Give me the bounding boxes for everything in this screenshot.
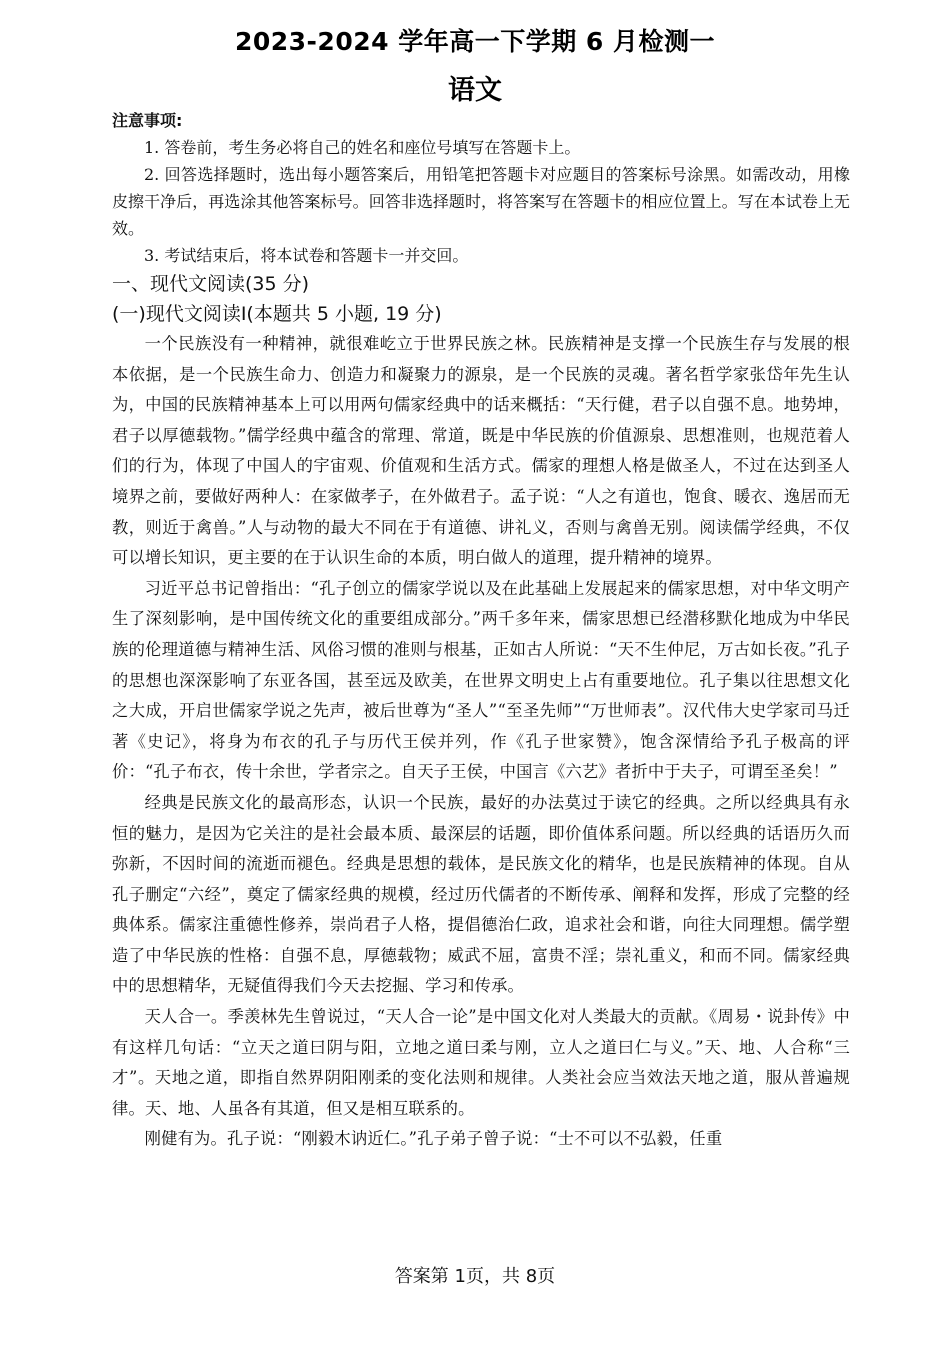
- notice-item: 1. 答卷前，考生务必将自己的姓名和座位号填写在答题卡上。: [144, 138, 581, 157]
- subsection-heading: (一)现代文阅读Ⅰ(本题共 5 小题, 19 分): [112, 303, 442, 325]
- page-content: [112, 108, 850, 1155]
- page-footer: 答案第 1页，共 8页: [394, 1266, 556, 1287]
- exam-title: 2023-2024 学年高一下学期 6 月检测一: [234, 27, 716, 56]
- notice-item: 2. 回答选择题时，选出每小题答案后，用铅笔把答题卡对应题目的答案标号涂黑。如需改动，用橡皮擦干净后，再选涂其他答案标号。回答非选择题时，将答案写在答题卡的相应位置上。写在本试卷上无效。: [112, 165, 850, 238]
- subject-title: 语文: [448, 75, 502, 106]
- passage-paragraph: 经典是民族文化的最高形态，认识一个民族，最好的办法莫过于读它的经典。之所以经典具有永恒的魅力，是因为它关注的是社会最本质、最深层的话题，即价值体系问题。所以经典的话语历久而弥新，不因时间的流逝而褪色。经典是思想的载体，是民族文化的精华，也是民族精神的体现。自从孔子删定“六经”，奠定了儒家经典的规模，经过历代儒者的不断传承、阐释和发挥，形成了完整的经典体系。儒家注重德性修养，崇尚君子人格，提倡德治仁政，追求社会和谐，向往大同理想。儒学塑造了中华民族的性格：自强不息，厚德载物；威武不屈，富贵不淫；崇礼重义，和而不同。儒家经典中的思想精华，无疑值得我们今天去挖掘、学习和传承。: [112, 792, 850, 996]
- passage-paragraph: 天人合一。季羡林先生曾说过，“天人合一论”是中国文化对人类最大的贡献。《周易・说卦传》中有这样几句话：“立天之道曰阴与阳，立地之道曰柔与刚，立人之道曰仁与义。”天、地、人合称“三才”。天地之道，即指自然界阴阳刚柔的变化法则和规律。人类社会应当效法天地之道，服从普遍规律。天、地、人虽各有其道，但又是相互联系的。: [112, 1007, 850, 1118]
- passage-paragraph: 习近平总书记曾指出：“孔子创立的儒家学说以及在此基础上发展起来的儒家思想，对中华文明产生了深刻影响，是中国传统文化的重要组成部分。”两千多年来，儒家思想已经潜移默化地成为中华民族的伦理道德与精神生活、风俗习惯的准则与根基，正如古人所说：“天不生仲尼，万古如长夜。”孔子的思想也深深影响了东亚各国，甚至远及欧美，在世界文明史上占有重要地位。孔子集以往思想文化之大成，开启世儒家学说之先声，被后世尊为“圣人”“至圣先师”“万世师表”。汉代伟大史学家司马迁著《史记》，将身为布衣的孔子与历代王侯并列，作《孔子世家赞》，饱含深情给予孔子极高的评价：“孔子布衣，传十余世，学者宗之。自天子王侯，中国言《六艺》者折中于夫子，可谓至圣矣！”: [112, 578, 850, 782]
- notice-item: 3. 考试结束后，将本试卷和答题卡一并交回。: [144, 246, 469, 265]
- passage-paragraph: 一个民族没有一种精神，就很难屹立于世界民族之林。民族精神是支撑一个民族生存与发展的根本依据，是一个民族生命力、创造力和凝聚力的源泉，是一个民族的灵魂。著名哲学家张岱年先生认为，中国的民族精神基本上可以用两句儒家经典中的话来概括：“天行健，君子以自强不息。地势坤，君子以厚德载物。”儒学经典中蕴含的常理、常道，既是中华民族的价值源泉、思想准则，也规范着人们的行为，体现了中国人的宇宙观、价值观和生活方式。儒家的理想人格是做圣人，不过在达到圣人境界之前，要做好两种人：在家做孝子，在外做君子。孟子说：“人之有道也，饱食、暖衣、逸居而无教，则近于禽兽。”人与动物的最大不同在于有道德、讲礼义，否则与禽兽无别。阅读儒学经典，不仅可以增长知识，更主要的在于认识生命的本质，明白做人的道理，提升精神的境界。: [112, 334, 850, 568]
- section-heading: 一、现代文阅读(35 分): [112, 273, 310, 295]
- notice-heading: 注意事项:: [112, 111, 183, 130]
- passage-paragraph: 刚健有为。孔子说：“刚毅木讷近仁。”孔子弟子曾子说：“士不可以不弘毅，任重: [144, 1129, 723, 1149]
